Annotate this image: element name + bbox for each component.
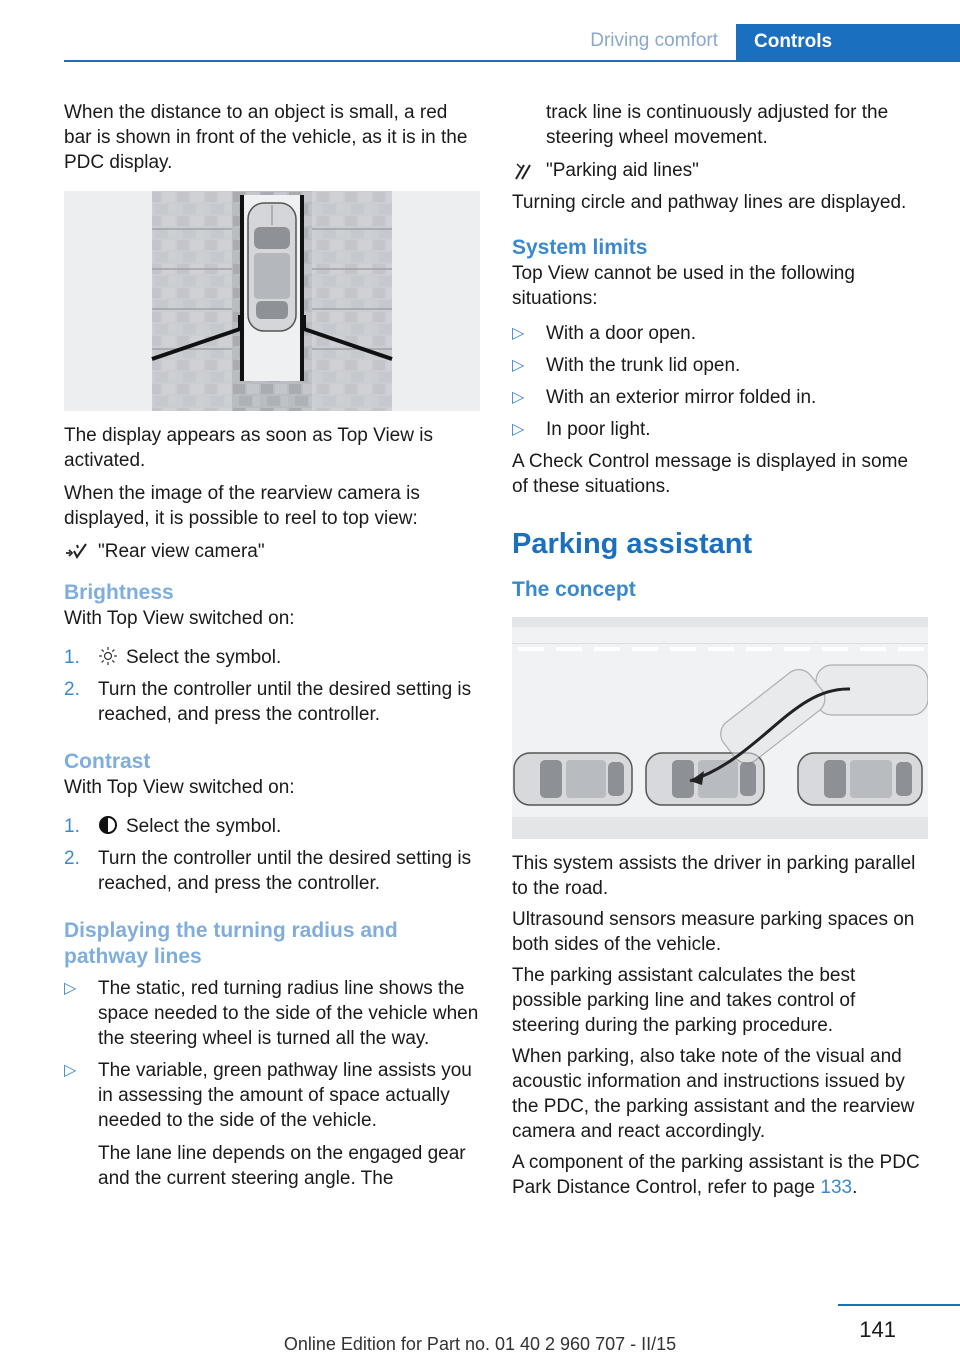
brightness-heading: Brightness	[64, 581, 174, 604]
brightness-step	[64, 677, 480, 727]
car-top-view	[248, 203, 296, 331]
parking-aid-lines-label: "Parking aid lines"	[546, 160, 699, 181]
contrast-step	[64, 846, 480, 896]
system-limits-heading: System limits	[512, 236, 648, 259]
limit-bullet	[512, 417, 928, 442]
concept-heading: The concept	[512, 578, 636, 601]
parking-aid-lines-menu	[512, 158, 928, 183]
aid-description: Turning circle and pathway lines are displayed.	[512, 192, 907, 213]
page-header	[64, 24, 960, 62]
triangle-bullet-icon: ▷	[512, 421, 525, 438]
parking-paragraph-3: The parking assistant calculates the best possible parking line and takes control of steering during the parking procedure.	[512, 965, 856, 1036]
intro-paragraph: When the distance to an object is small, a red bar is shown in front of the vehicle, as it is in the PDC display.	[64, 102, 468, 173]
limit-bullet	[512, 353, 928, 378]
system-limits-bullets	[512, 321, 928, 442]
header-section: Driving comfort	[590, 30, 718, 51]
after-image-paragraph: The display appears as soon as Top View is activated.	[64, 425, 433, 471]
bullet-continuation: The lane line depends on the engaged gear and the current steering angle. The	[98, 1143, 466, 1189]
parking-assistant-heading: Parking assistant	[512, 528, 753, 560]
parked-car-rear	[514, 753, 632, 805]
triangle-bullet-icon: ▷	[512, 357, 525, 374]
pdc-reference-text: A component of the parking assistant is the PDC Park Distance Control, refer to page	[512, 1152, 920, 1198]
parking-paragraph-4: When parking, also take note of the visual and acoustic information and instructions issued by the PDC, the parking assistant and the rearview camera and react accordingly.	[512, 1046, 915, 1142]
rear-view-camera-menu	[64, 539, 480, 564]
contrast-icon	[98, 815, 118, 835]
contrast-lead: With Top View switched on:	[64, 777, 295, 798]
bullet-text: With an exterior mirror folded in.	[546, 387, 817, 408]
step-text: Select the symbol.	[126, 647, 282, 668]
parking-figure	[512, 617, 928, 839]
triangle-bullet-icon: ▷	[512, 325, 525, 342]
limit-bullet	[512, 321, 928, 346]
bullet-text: With a door open.	[546, 323, 696, 344]
footer-edition: Online Edition for Part no. 01 40 2 960 707 - II/15	[283, 1334, 677, 1354]
step-text: Select the symbol.	[126, 816, 282, 837]
bullet-text: The static, red turning radius line shows the space needed to the side of the vehicle when the steering wheel is turned all the way.	[98, 978, 479, 1049]
contrast-heading: Contrast	[64, 750, 151, 773]
footer-rule	[838, 1304, 960, 1306]
rear-view-camera-label: "Rear view camera"	[98, 541, 265, 562]
bullet-text: With the trunk lid open.	[546, 355, 741, 376]
check-control-paragraph: A Check Control message is displayed in some of these situations.	[512, 451, 909, 497]
page-number: 141	[859, 1317, 896, 1342]
parked-car-front	[798, 753, 922, 805]
step-text: Turn the controller until the desired setting is reached, and press the controller.	[98, 848, 472, 894]
step-number: 2.	[64, 679, 80, 700]
rear-view-camera-icon	[64, 541, 88, 563]
system-limits-lead: Top View cannot be used in the following situations:	[512, 263, 855, 309]
brightness-icon	[98, 646, 118, 666]
left-column	[64, 100, 480, 1198]
rearview-paragraph: When the image of the rearview camera is displayed, it is possible to reel to top view:	[64, 483, 420, 529]
turning-bullet	[64, 976, 480, 1051]
brightness-lead: With Top View switched on:	[64, 608, 295, 629]
top-view-figure	[64, 191, 480, 411]
parking-paragraph-5	[512, 1150, 928, 1200]
triangle-bullet-icon: ▷	[64, 980, 77, 997]
bullet-text: The variable, green pathway line assists you in assessing the amount of space actually needed to the side of the vehicle.	[98, 1060, 472, 1131]
bullet-text: In poor light.	[546, 419, 651, 440]
limit-bullet	[512, 385, 928, 410]
turning-heading: Displaying the turning radius and pathway lines	[64, 919, 398, 968]
parking-aid-lines-icon	[512, 160, 536, 182]
period: .	[852, 1177, 858, 1198]
brightness-steps	[64, 645, 480, 727]
right-column	[512, 100, 928, 1200]
contrast-steps	[64, 814, 480, 896]
triangle-bullet-icon: ▷	[512, 389, 525, 406]
contrast-step	[64, 814, 480, 839]
top-view-illustration	[64, 191, 480, 411]
header-tab: Controls	[736, 24, 960, 62]
step-number: 2.	[64, 848, 80, 869]
triangle-bullet-icon: ▷	[64, 1062, 77, 1079]
parking-paragraph-2: Ultrasound sensors measure parking spaces on both sides of the vehicle.	[512, 909, 915, 955]
parallel-parking-illustration	[512, 617, 928, 839]
step-number: 1.	[64, 647, 80, 668]
step-text: Turn the controller until the desired setting is reached, and press the controller.	[98, 679, 472, 725]
parking-paragraph-1: This system assists the driver in parking parallel to the road.	[512, 853, 916, 899]
step-number: 1.	[64, 816, 80, 837]
continued-paragraph: track line is continuously adjusted for the steering wheel movement.	[546, 102, 889, 148]
page-reference-link[interactable]: 133	[820, 1177, 853, 1198]
turning-bullets	[64, 976, 480, 1191]
brightness-step	[64, 645, 480, 670]
turning-bullet	[64, 1058, 480, 1191]
header-rule	[64, 60, 960, 62]
